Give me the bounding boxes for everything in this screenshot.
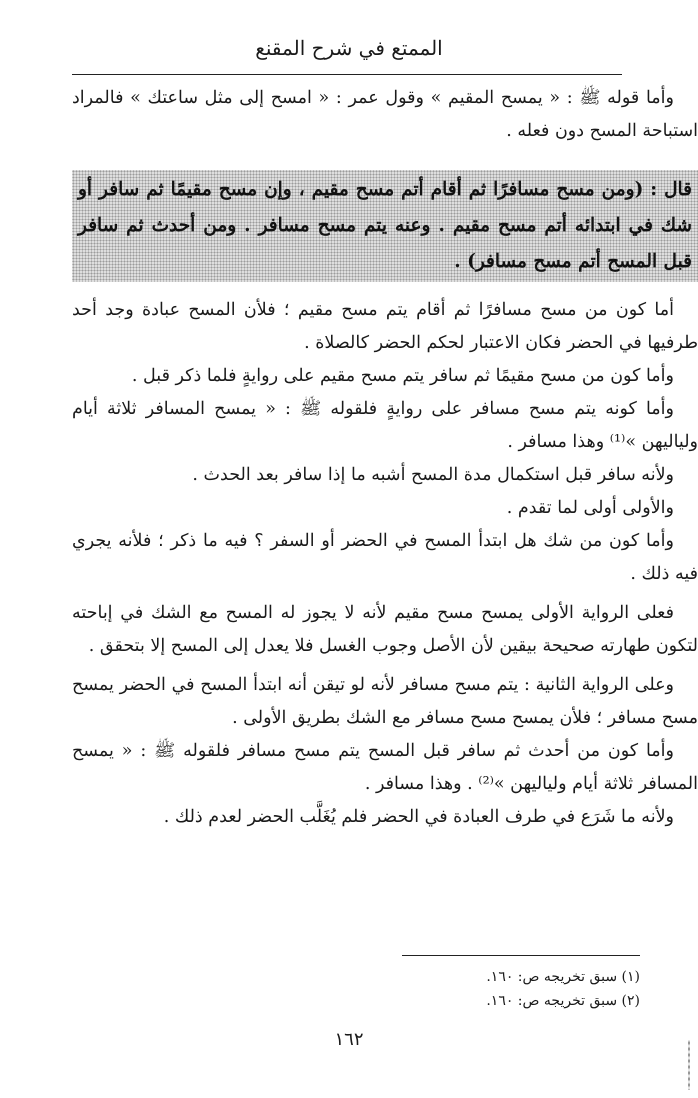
paragraph: أما كون من مسح مسافرًا ثم أقام يتم مسح مقيم ؛ فلأن المسح عبادة وجد أحد طرفيها في الحضر فكان الاعتبار لحكم الحضر كالصلاة . — [72, 300, 698, 353]
paragraph: ولأنه سافر قبل استكمال مدة المسح أشبه ما إذا سافر بعد الحدث . — [192, 465, 674, 485]
paragraph: وأما كونه يتم مسح مسافر على روايةٍ فلقوله ﷺ : « يمسح المسافر ثلاثة أيام ولياليهن »⁽¹⁾ وهذا مسافر . — [72, 399, 698, 452]
opening-paragraph-block — [72, 82, 698, 148]
paragraph: فعلى الرواية الأولى يمسح مسح مقيم لأنه لا يجوز له المسح مع الشك في إباحته لتكون طهارته صحيحة بيقين لأن الأصل وجوب الغسل فلا يعدل إلى المسح إلا بتحقق . — [72, 603, 698, 656]
paragraph: وأما قوله ﷺ : « يمسح المقيم » وقول عمر : « امسح إلى مثل ساعتك » فالمراد استباحة المسح دون فعله . — [72, 88, 698, 141]
paragraph: وأما كون من شك هل ابتدأ المسح في الحضر أو السفر ؟ فيه ما ذكر ؛ فلأنه يجري فيه ذلك . — [72, 531, 698, 584]
header-divider — [72, 74, 622, 75]
matn-quote-box — [72, 170, 698, 282]
footnote: (١) سبق تخريجه ص: ١٦٠. — [486, 969, 640, 985]
paragraph: وأما كون من مسح مقيمًا ثم سافر يتم مسح مقيم على روايةٍ فلما ذكر قبل . — [131, 366, 674, 386]
paragraph: وأما كون من أحدث ثم سافر قبل المسح يتم مسح مسافر فلقوله ﷺ : « يمسح المسافر ثلاثة أيام ولياليهن »⁽²⁾ . وهذا مسافر . — [72, 741, 698, 794]
footnote: (٢) سبق تخريجه ص: ١٦٠. — [486, 993, 640, 1009]
paragraph: ولأنه ما شَرَع في طرف العبادة في الحضر فلم يُغَلَّب الحضر لعدم ذلك . — [163, 807, 674, 827]
running-header-title: الممتع في شرح المقنع — [255, 36, 443, 60]
matn-quote-text: قال : (ومن مسح مسافرًا ثم أقام أتم مسح مقيم ، وإن مسح مقيمًا ثم سافر أو شك في ابتدائه أتم مسح مقيم . وعنه يتم مسح مسافر . ومن أحدث ثم سافر قبل المسح أتم مسح مسافر) . — [78, 179, 692, 272]
footnote-divider — [402, 955, 640, 956]
commentary-block — [72, 294, 698, 834]
scan-edge-mark — [688, 1040, 690, 1090]
paragraph: والأولى أولى لما تقدم . — [506, 498, 674, 518]
page-number: ١٦٢ — [334, 1029, 364, 1050]
footnotes — [402, 965, 640, 1013]
paragraph: وعلى الرواية الثانية : يتم مسح مسافر لأنه لو تيقن أنه ابتدأ المسح في الحضر يمسح مسح مسافر ؛ فلأن يمسح مسح مسافر مع الشك بطريق الأولى . — [72, 675, 698, 728]
